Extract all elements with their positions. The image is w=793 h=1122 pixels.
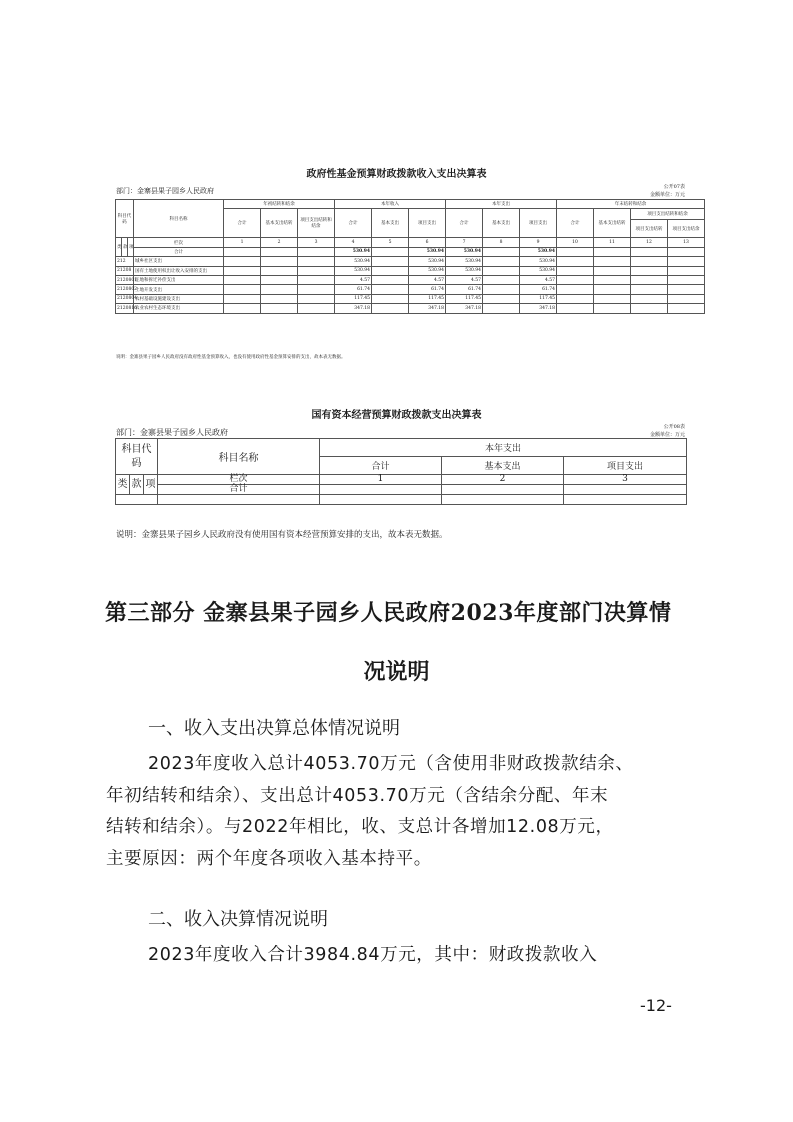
t1-col: 6 [409,238,446,247]
t1-col: 1 [224,238,261,247]
t2-h-sum: 合计 [158,485,320,495]
t1-row-v7: 117.45 [446,294,483,303]
t1-row-code: 2120816 [116,304,134,313]
t1-h-income: 本年收入 [335,200,446,209]
t1-h-total2: 合计 [335,209,372,238]
t1-row-v9: 61.74 [520,285,557,294]
table1-unit: 金额单位：万元 [649,192,685,198]
table2-dept: 部门：金寨县果子园乡人民政府 [116,428,228,437]
t1-row-v4: 61.74 [335,285,372,294]
table-row [116,304,705,313]
t1-col: 4 [335,238,372,247]
t1-h-xiang: 项 [128,238,134,257]
t1-row-v9: 347.18 [520,304,557,313]
part-title-line2: 况说明 [363,659,430,685]
t1-col: 13 [668,238,705,247]
paragraph-line: 2023年度收入合计3984.84万元，其中：财政拨款收入 [148,945,598,965]
t1-col: 3 [298,238,335,247]
section-heading-2: 二、收入决算情况说明 [148,909,328,930]
t1-row-v4: 530.94 [335,257,372,266]
t1-h-begin: 年初结转和结余 [224,200,335,209]
t1-h-expense: 本年支出 [446,200,557,209]
t1-total-v6: 530.94 [409,247,446,256]
t1-row-name: 征地和拆迁补偿支出 [134,275,224,284]
t1-row-name: 农村基础设施建设支出 [134,294,224,303]
t1-total-v9: 530.94 [520,247,557,256]
paragraph-1 [106,749,700,875]
t2-h-lei: 类 [116,475,130,495]
t1-col: 12 [631,238,668,247]
t1-row-v4: 4.57 [335,275,372,284]
t1-total-label: 合计 [134,247,224,256]
t1-row-v9: 530.94 [520,266,557,275]
t1-h-lei: 类 [116,238,122,257]
t1-row-code: 2120801 [116,275,134,284]
t2-h-project: 项目支出 [564,457,687,475]
paragraph-line: 年初结转和结余）、支出总计4053.70万元（含结余分配、年末 [106,785,609,806]
t1-row-v7: 530.94 [446,257,483,266]
table-row [116,285,705,294]
table2-unit-block [600,423,685,439]
t1-h-end-project3: 项目支出结余 [668,219,705,238]
t1-row-name: 土地开发支出 [134,285,224,294]
t1-h-basic-exp2: 基本支出 [483,209,520,238]
t1-col: 11 [594,238,631,247]
table1-form-no: 公开07表 [663,184,685,190]
table1-title: 政府性基金预算财政拨款收入支出决算表 [306,169,487,180]
table2 [115,438,687,505]
t1-h-total4: 合计 [557,209,594,238]
t2-h-code: 科目代码 [116,439,158,475]
t1-col: 5 [372,238,409,247]
table2-form-no: 公开08表 [663,424,685,430]
t1-total-v4: 530.94 [335,247,372,256]
t1-row-v9: 4.57 [520,275,557,284]
t1-row-v7: 347.18 [446,304,483,313]
t1-h-name: 科目名称 [134,200,224,238]
paragraph-line: 结转和结余）。与2022年相比，收、支总计各增加12.08万元， [106,817,614,837]
table-row [116,257,705,266]
table2-note: 说明：金寨县果子园乡人民政府没有使用国有资本经营预算安排的支出，故本表无数据。 [116,530,448,540]
table2-unit: 金额单位：万元 [649,432,685,438]
t1-h-project-exp2: 项目支出 [520,209,557,238]
t1-h-end-project2: 项目支出结转 [631,219,668,238]
t1-row-v7: 61.74 [446,285,483,294]
t1-row-v7: 4.57 [446,275,483,284]
t1-col: 9 [520,238,557,247]
t1-h-total3: 合计 [446,209,483,238]
t1-col: 2 [261,238,298,247]
t1-h-end: 年末结转和结余 [557,200,705,209]
t2-h-kuan: 款 [130,475,144,495]
t1-row-v9: 117.45 [520,294,557,303]
table1-note: 说明：金寨县果子园乡人民政府没有政府性基金预算收入，也没有使用政府性基金预算安排的支出，故本表无数据。 [116,355,346,360]
t1-row-v4: 530.94 [335,266,372,275]
t2-col: 1 [320,475,442,485]
t1-row-v6: 4.57 [409,275,446,284]
t2-h-name: 科目名称 [158,439,320,475]
t1-row-v6: 61.74 [409,285,446,294]
t1-h-lanci: 栏次 [134,238,224,247]
t1-h-total: 合计 [224,209,261,238]
t2-h-expense: 本年支出 [320,439,687,457]
paragraph-2 [106,940,700,972]
t1-row-name: 国有土地使用权出让收入安排的支出 [134,266,224,275]
t1-col: 7 [446,238,483,247]
t2-col: 3 [564,475,687,485]
table-row [116,275,705,284]
t2-h-basic: 基本支出 [442,457,564,475]
t1-h-end-basic: 基本支出结转 [594,209,631,238]
t1-h-kuan: 款 [122,238,128,257]
t1-col: 10 [557,238,594,247]
t1-total-v7: 530.94 [446,247,483,256]
t1-row-v4: 117.45 [335,294,372,303]
t1-row-name: 农业农村生态环境支出 [134,304,224,313]
t1-h-code: 科目代码 [116,200,134,238]
t1-h-basic-exp: 基本支出 [372,209,409,238]
t1-row-v6: 117.45 [409,294,446,303]
table-row [116,266,705,275]
table2-title: 国有资本经营预算财政拨款支出决算表 [311,410,482,421]
t1-h-project-exp: 项目支出 [409,209,446,238]
t1-row-code: 212 [116,257,134,266]
t1-h-end-project: 项目支出结转和结余 [631,209,705,219]
table1 [115,199,705,314]
table-row [116,294,705,303]
t2-h-lanci: 栏次 [158,475,320,485]
t1-row-code: 2120802 [116,285,134,294]
t1-row-v4: 347.18 [335,304,372,313]
t1-col: 8 [483,238,520,247]
t2-col: 2 [442,475,564,485]
t2-h-xiang: 项 [144,475,158,495]
page-number: -12- [640,996,672,1015]
t1-row-v7: 530.94 [446,266,483,275]
t1-row-v6: 530.94 [409,257,446,266]
section-heading-1: 一、收入支出决算总体情况说明 [148,718,400,739]
t1-h-basic: 基本支出结转 [261,209,298,238]
part-title-line1: 第三部分 金寨县果子园乡人民政府2023年度部门决算情 [105,600,672,626]
t1-row-v9: 530.94 [520,257,557,266]
t1-row-name: 城乡社区支出 [134,257,224,266]
t1-row-code: 21208 [116,266,134,275]
table1-dept: 部门：金寨县果子园乡人民政府 [116,187,214,195]
table1-unit-block [600,183,685,199]
paragraph-line: 2023年度收入总计4053.70万元（含使用非财政拨款结余、 [148,754,634,774]
t1-h-project: 项目支出结转和结余 [298,209,335,238]
t1-row-v6: 347.18 [409,304,446,313]
t2-h-total: 合计 [320,457,442,475]
paragraph-line: 主要原因：两个年度各项收入基本持平。 [106,848,432,869]
t1-row-v6: 530.94 [409,266,446,275]
t1-row-code: 2120804 [116,294,134,303]
